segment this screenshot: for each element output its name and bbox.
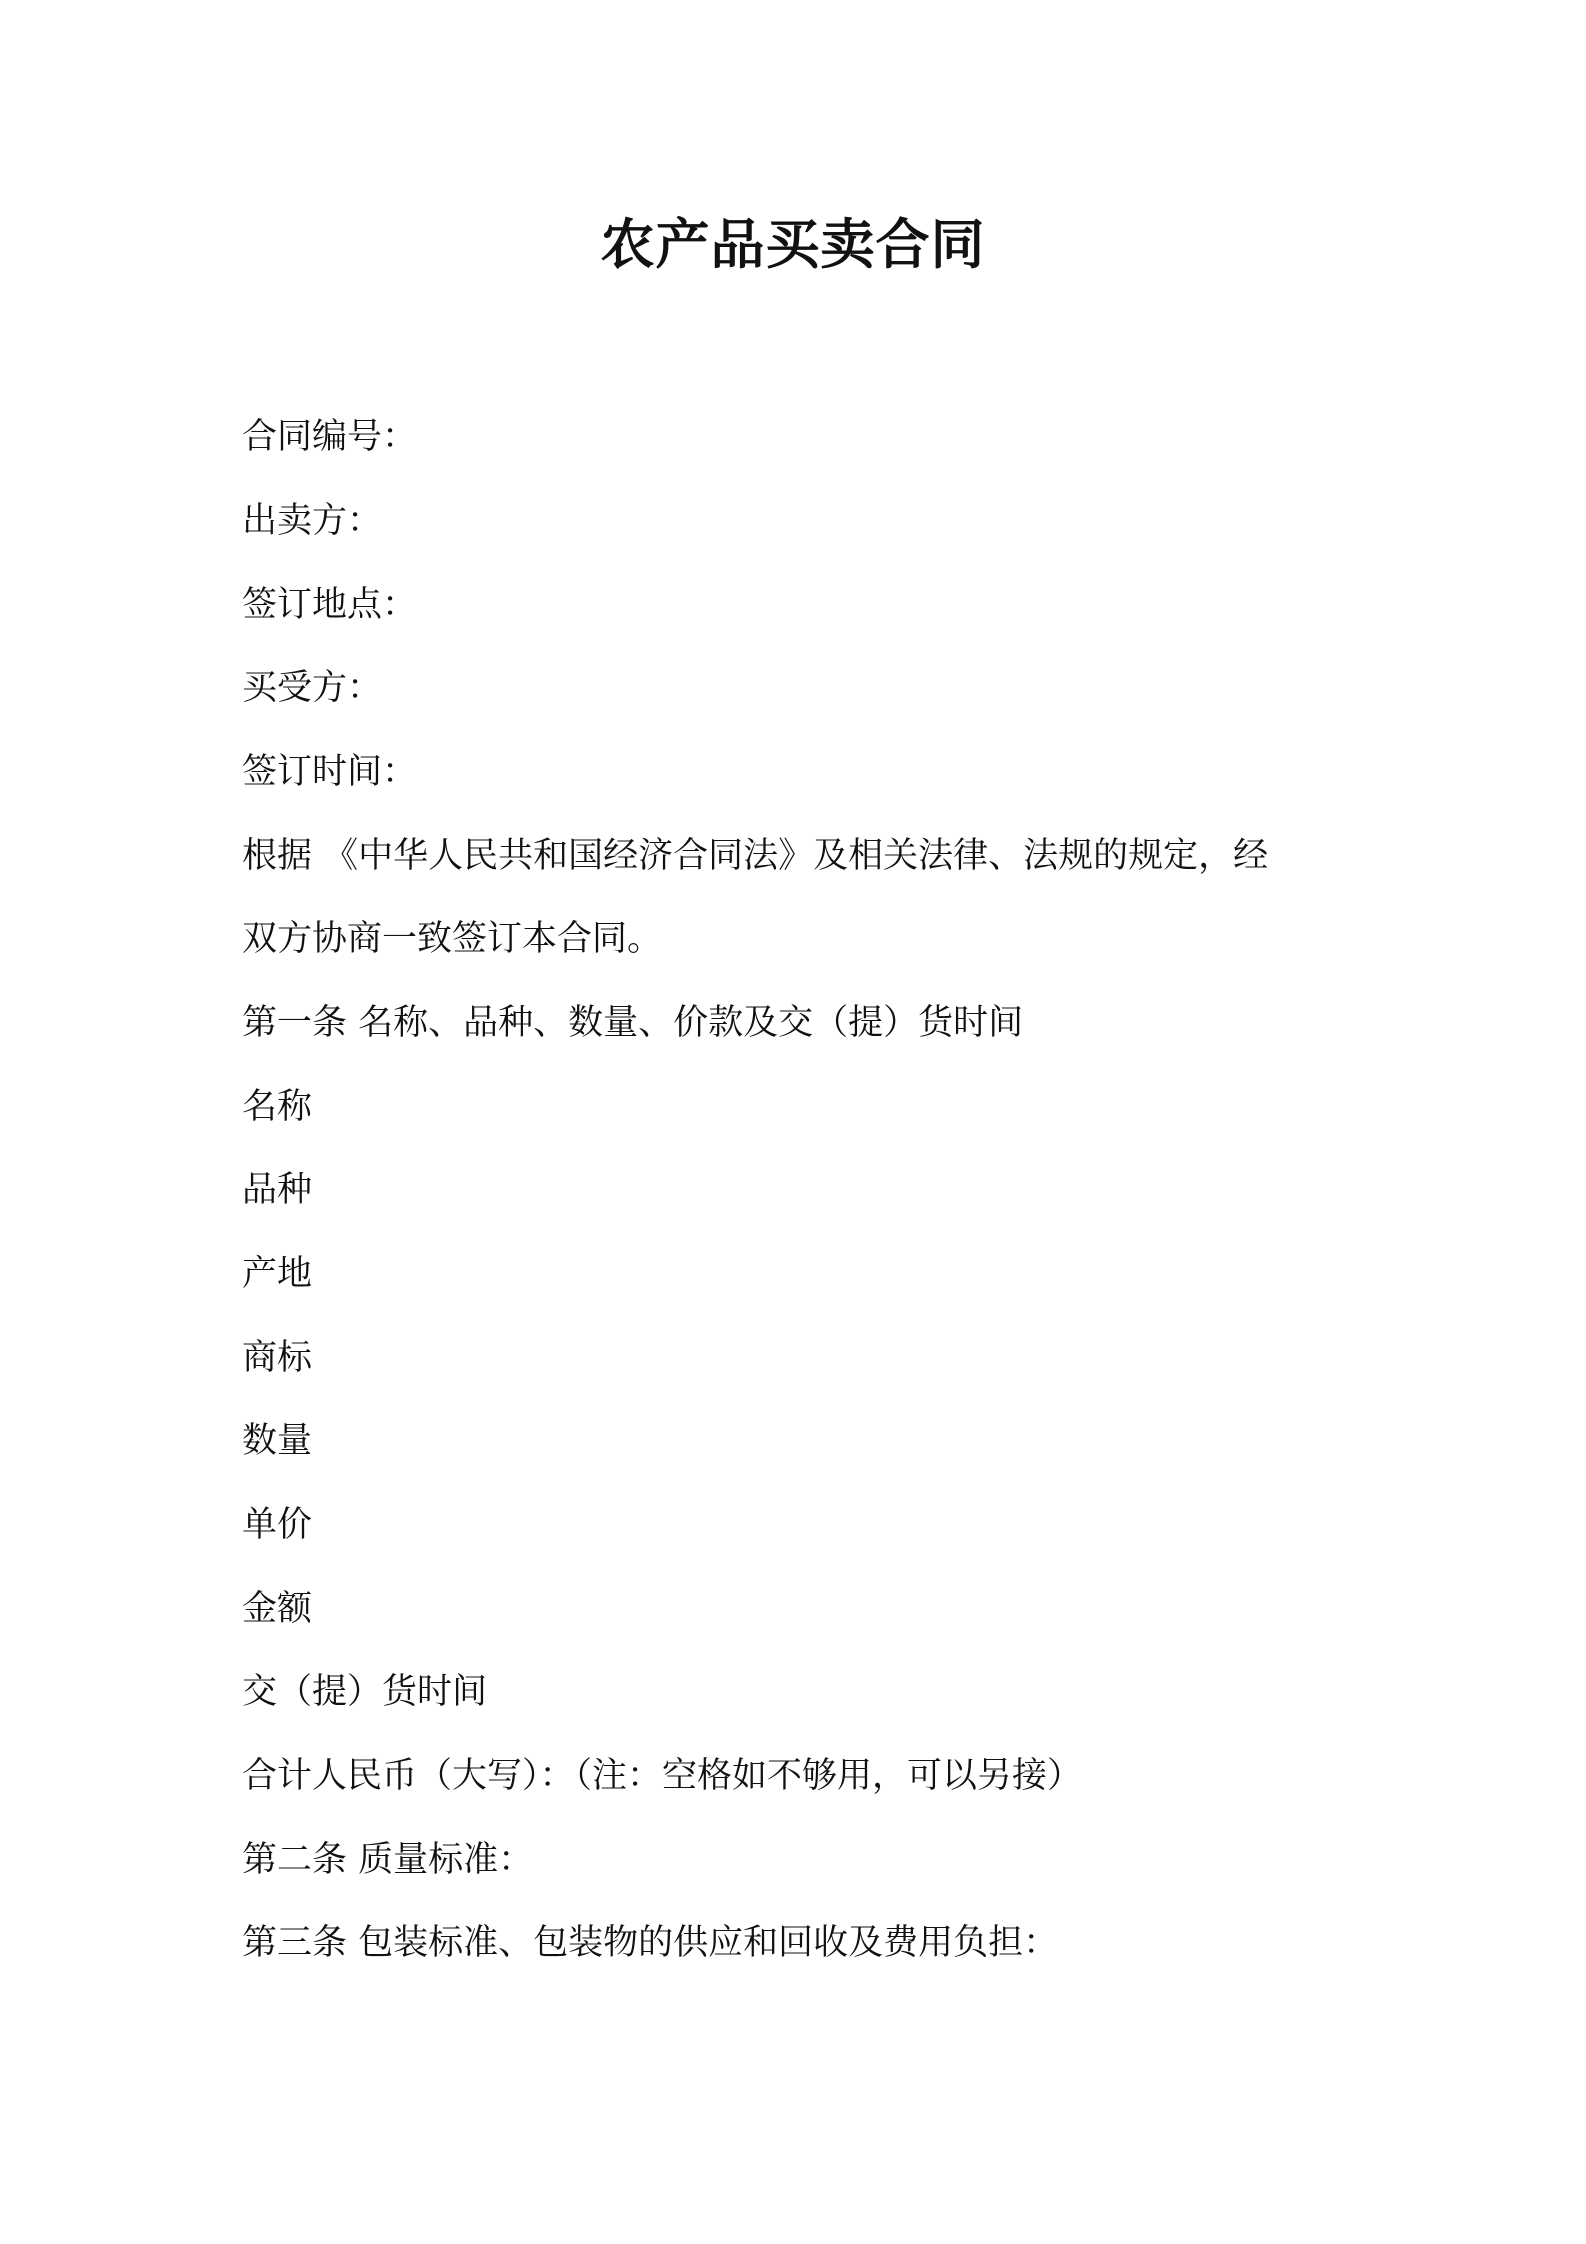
signing-time-line: 签订时间： — [242, 752, 418, 792]
total-rmb-line: 合计人民币（大写）：（注：空格如不够用，可以另接） — [242, 1756, 1083, 1796]
contract-number-line: 合同编号： — [242, 417, 418, 457]
item-unit-price-field: 单价 — [242, 1505, 313, 1545]
signing-place-line: 签订地点： — [242, 585, 418, 625]
item-name-field: 名称 — [242, 1087, 313, 1127]
article-2-heading: 第二条 质量标准： — [242, 1840, 534, 1880]
article-3-heading: 第三条 包装标准、包装物的供应和回收及费用负担： — [242, 1923, 1059, 1963]
seller-line: 出卖方： — [242, 501, 383, 541]
item-quantity-field: 数量 — [242, 1421, 313, 1461]
delivery-time-field: 交（提）货时间 — [242, 1672, 488, 1712]
item-amount-field: 金额 — [242, 1589, 313, 1629]
item-origin-field: 产地 — [242, 1254, 313, 1294]
article-1-heading: 第一条 名称、品种、数量、价款及交（提）货时间 — [242, 1003, 1024, 1043]
preamble-line-1: 根据 《中华人民共和国经济合同法》及相关法律、法规的规定，经 — [242, 836, 1269, 876]
item-variety-field: 品种 — [242, 1170, 313, 1210]
item-trademark-field: 商标 — [242, 1338, 313, 1378]
document-title: 农产品买卖合同 — [600, 213, 986, 276]
preamble-line-2: 双方协商一致签订本合同。 — [242, 919, 663, 959]
buyer-line: 买受方： — [242, 668, 383, 708]
